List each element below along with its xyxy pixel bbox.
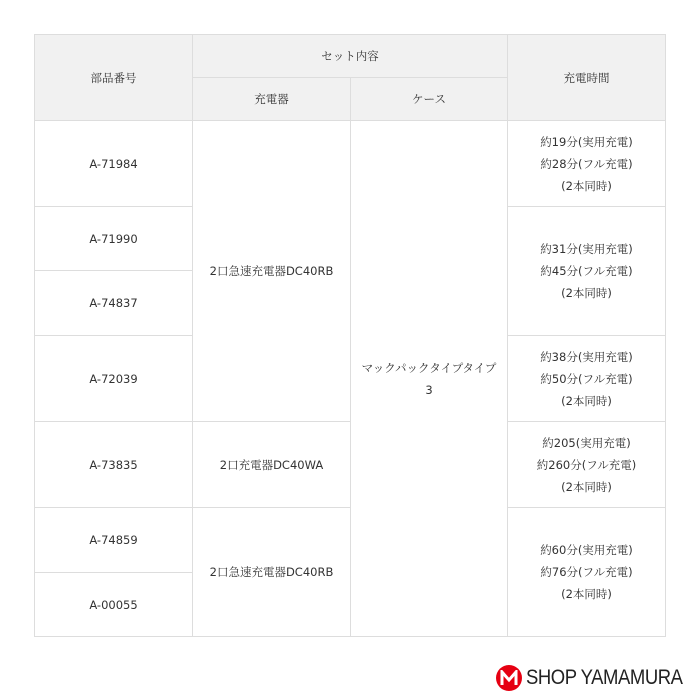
part-number-cell: A-00055: [35, 573, 193, 637]
practical-charge-time: 約205(実用充電): [542, 435, 631, 450]
simultaneous-note: (2本同時): [561, 479, 612, 494]
part-number-cell: A-71990: [35, 207, 193, 271]
charger-cell: 2口充電器DC40WA: [193, 422, 351, 508]
charger-cell: 2口急速充電器DC40RB: [193, 508, 351, 637]
practical-charge-time: 約38分(実用充電): [540, 349, 633, 364]
header-charger: 充電器: [193, 78, 351, 121]
charge-time-cell: [508, 207, 666, 336]
full-charge-time: 約76分(フル充電): [540, 565, 633, 579]
simultaneous-note: (2本同時): [561, 393, 612, 408]
spec-table: [34, 34, 666, 637]
header-set-contents: セット内容: [193, 35, 508, 78]
full-charge-time: 約28分(フル充電): [540, 156, 633, 171]
charger-cell: 2口急速充電器DC40RB: [193, 121, 351, 422]
part-number-cell: A-74837: [35, 271, 193, 336]
case-label: マックパックタイプタイプ3: [361, 360, 497, 397]
practical-charge-time: 約19分(実用充電): [540, 134, 633, 149]
header-part-number: 部品番号: [35, 35, 193, 121]
simultaneous-note: (2本同時): [561, 178, 612, 193]
header-case: ケース: [351, 78, 508, 121]
full-charge-time: 約260分(フル充電): [536, 457, 637, 472]
shop-logo[interactable]: [496, 664, 700, 692]
practical-charge-time: 約60分(実用充電): [540, 543, 633, 557]
full-charge-time: 約45分(フル充電): [540, 264, 633, 278]
charge-time-cell: [508, 121, 666, 207]
logo-text: SHOP YAMAMURA: [526, 666, 683, 689]
simultaneous-note: (2本同時): [561, 286, 612, 300]
part-number-cell: A-74859: [35, 508, 193, 573]
full-charge-time: 約50分(フル充電): [540, 371, 633, 386]
simultaneous-note: (2本同時): [561, 587, 612, 601]
part-number-cell: A-71984: [35, 121, 193, 207]
practical-charge-time: 約31分(実用充電): [540, 242, 633, 256]
charge-time-cell: [508, 422, 666, 508]
charge-time-cell: [508, 336, 666, 422]
table-row: [35, 422, 666, 508]
header-charge-time: 充電時間: [508, 35, 666, 121]
table-row: [35, 508, 666, 573]
table-row: [35, 121, 666, 207]
charge-time-cell: [508, 508, 666, 637]
m-logo-icon: [496, 665, 522, 691]
case-cell: [351, 121, 508, 637]
part-number-cell: A-73835: [35, 422, 193, 508]
part-number-cell: A-72039: [35, 336, 193, 422]
